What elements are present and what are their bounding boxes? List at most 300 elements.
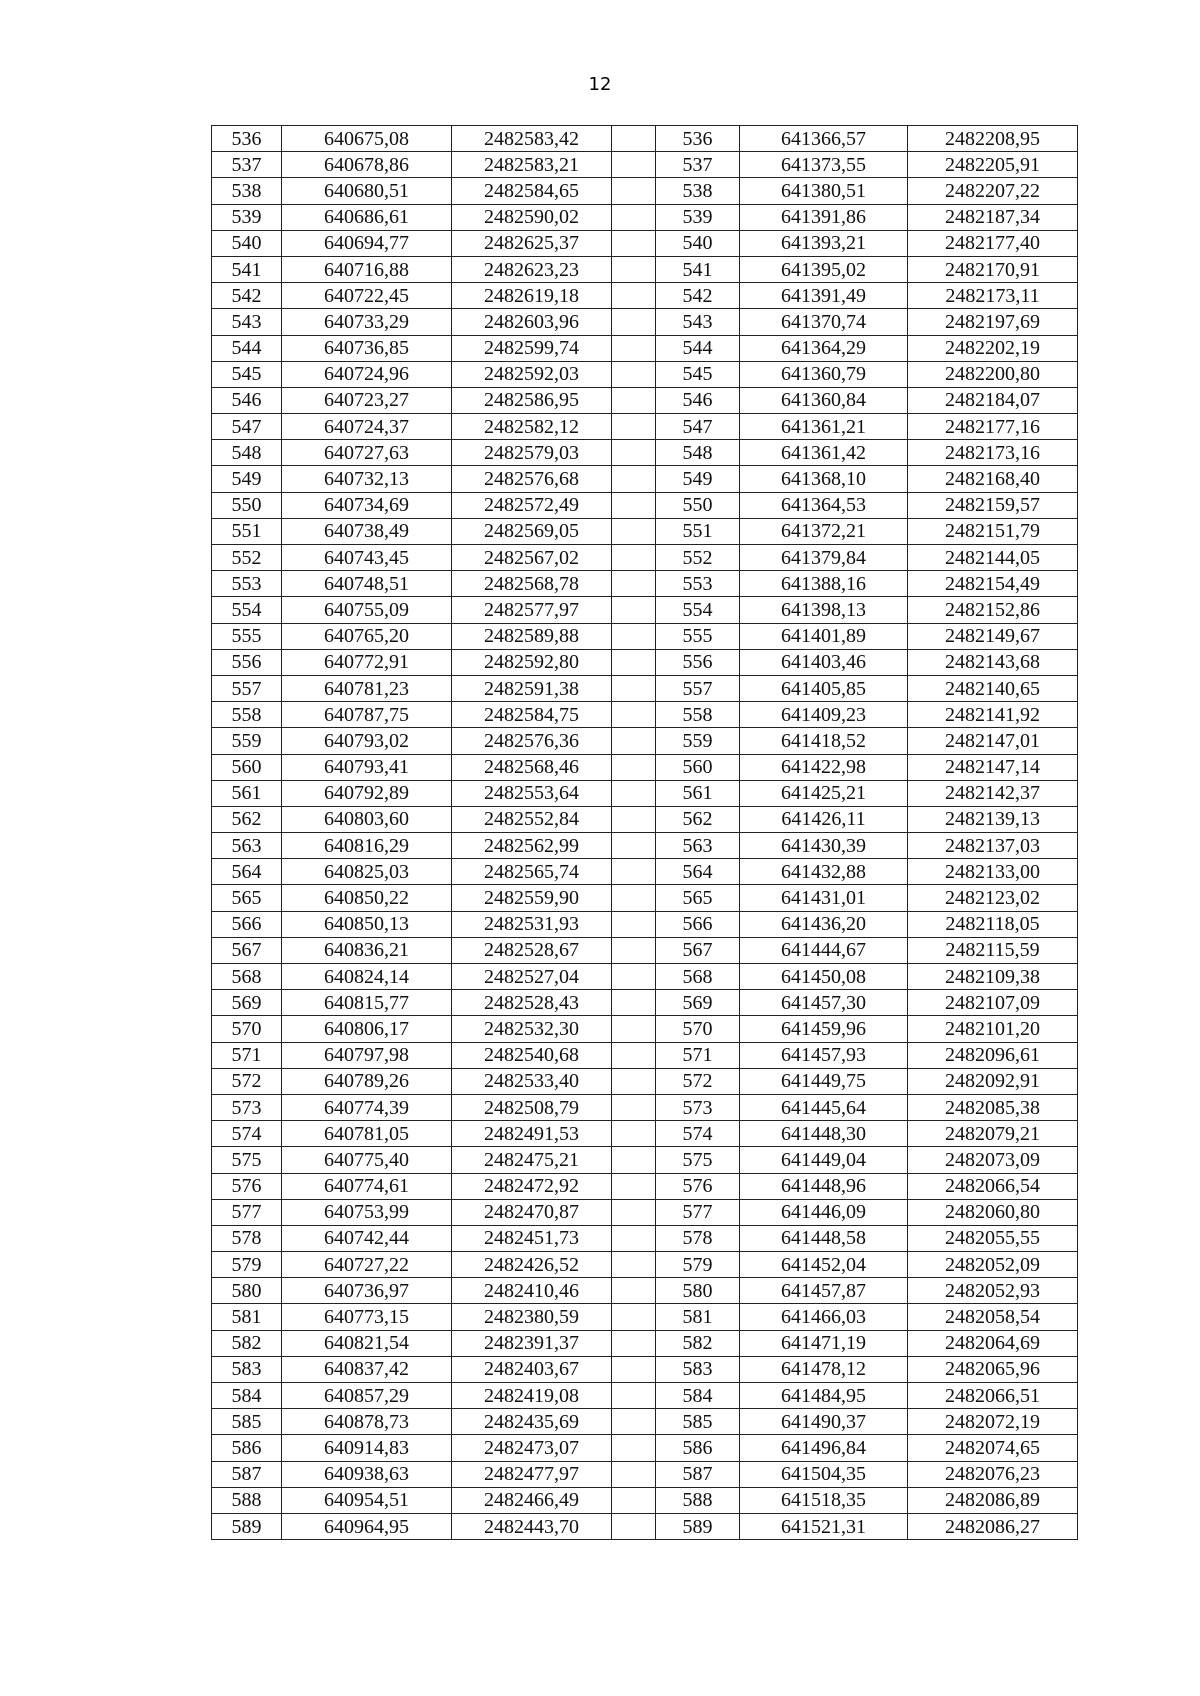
x-coordinate-left: 640806,17	[282, 1016, 452, 1042]
point-number-right: 541	[656, 256, 740, 282]
table-row	[212, 335, 1078, 361]
table-row	[212, 1330, 1078, 1356]
y-coordinate-left: 2482470,87	[452, 1199, 612, 1225]
point-number-left: 549	[212, 466, 282, 492]
y-coordinate-left: 2482508,79	[452, 1094, 612, 1120]
point-number-right: 561	[656, 780, 740, 806]
point-number-left: 579	[212, 1252, 282, 1278]
y-coordinate-left: 2482599,74	[452, 335, 612, 361]
x-coordinate-right: 641478,12	[740, 1356, 908, 1382]
column-separator	[612, 1121, 656, 1147]
point-number-left: 565	[212, 885, 282, 911]
y-coordinate-right: 2482144,05	[908, 545, 1078, 571]
table-row	[212, 1252, 1078, 1278]
x-coordinate-right: 641459,96	[740, 1016, 908, 1042]
point-number-left: 542	[212, 283, 282, 309]
x-coordinate-left: 640724,96	[282, 361, 452, 387]
x-coordinate-right: 641457,87	[740, 1278, 908, 1304]
table-row	[212, 597, 1078, 623]
point-number-right: 581	[656, 1304, 740, 1330]
y-coordinate-left: 2482472,92	[452, 1173, 612, 1199]
point-number-left: 548	[212, 440, 282, 466]
table-row	[212, 126, 1078, 152]
point-number-right: 570	[656, 1016, 740, 1042]
x-coordinate-right: 641430,39	[740, 833, 908, 859]
point-number-left: 586	[212, 1435, 282, 1461]
point-number-left: 587	[212, 1461, 282, 1487]
point-number-right: 556	[656, 649, 740, 675]
point-number-right: 572	[656, 1068, 740, 1094]
x-coordinate-left: 640914,83	[282, 1435, 452, 1461]
point-number-right: 567	[656, 937, 740, 963]
column-separator	[612, 466, 656, 492]
x-coordinate-left: 640675,08	[282, 126, 452, 152]
y-coordinate-right: 2482064,69	[908, 1330, 1078, 1356]
y-coordinate-left: 2482552,84	[452, 806, 612, 832]
x-coordinate-right: 641373,55	[740, 152, 908, 178]
table-row	[212, 675, 1078, 701]
y-coordinate-right: 2482159,57	[908, 492, 1078, 518]
y-coordinate-left: 2482533,40	[452, 1068, 612, 1094]
column-separator	[612, 1147, 656, 1173]
column-separator	[612, 1513, 656, 1539]
table-row	[212, 1094, 1078, 1120]
x-coordinate-left: 640789,26	[282, 1068, 452, 1094]
x-coordinate-right: 641403,46	[740, 649, 908, 675]
point-number-left: 589	[212, 1513, 282, 1539]
column-separator	[612, 152, 656, 178]
x-coordinate-right: 641449,04	[740, 1147, 908, 1173]
column-separator	[612, 1173, 656, 1199]
y-coordinate-left: 2482623,23	[452, 256, 612, 282]
point-number-left: 556	[212, 649, 282, 675]
y-coordinate-right: 2482187,34	[908, 204, 1078, 230]
x-coordinate-right: 641448,58	[740, 1225, 908, 1251]
x-coordinate-left: 640793,02	[282, 728, 452, 754]
x-coordinate-left: 640857,29	[282, 1383, 452, 1409]
point-number-right: 553	[656, 571, 740, 597]
point-number-left: 576	[212, 1173, 282, 1199]
table-row	[212, 623, 1078, 649]
x-coordinate-right: 641436,20	[740, 911, 908, 937]
y-coordinate-left: 2482435,69	[452, 1409, 612, 1435]
table-row	[212, 964, 1078, 990]
column-separator	[612, 937, 656, 963]
coordinates-table	[211, 125, 1078, 1540]
table-body	[212, 126, 1078, 1540]
point-number-right: 546	[656, 387, 740, 413]
y-coordinate-right: 2482052,93	[908, 1278, 1078, 1304]
y-coordinate-left: 2482576,68	[452, 466, 612, 492]
point-number-right: 549	[656, 466, 740, 492]
x-coordinate-left: 640774,39	[282, 1094, 452, 1120]
column-separator	[612, 702, 656, 728]
y-coordinate-right: 2482066,51	[908, 1383, 1078, 1409]
x-coordinate-right: 641466,03	[740, 1304, 908, 1330]
x-coordinate-right: 641368,10	[740, 466, 908, 492]
point-number-right: 578	[656, 1225, 740, 1251]
y-coordinate-right: 2482060,80	[908, 1199, 1078, 1225]
point-number-right: 587	[656, 1461, 740, 1487]
column-separator	[612, 335, 656, 361]
y-coordinate-left: 2482568,78	[452, 571, 612, 597]
column-separator	[612, 1199, 656, 1225]
point-number-right: 547	[656, 414, 740, 440]
x-coordinate-left: 640748,51	[282, 571, 452, 597]
table-row	[212, 387, 1078, 413]
x-coordinate-left: 640938,63	[282, 1461, 452, 1487]
table-row	[212, 256, 1078, 282]
point-number-left: 555	[212, 623, 282, 649]
column-separator	[612, 440, 656, 466]
point-number-left: 538	[212, 178, 282, 204]
table-row	[212, 754, 1078, 780]
x-coordinate-right: 641432,88	[740, 859, 908, 885]
x-coordinate-left: 640733,29	[282, 309, 452, 335]
x-coordinate-right: 641448,96	[740, 1173, 908, 1199]
y-coordinate-right: 2482055,55	[908, 1225, 1078, 1251]
y-coordinate-left: 2482391,37	[452, 1330, 612, 1356]
y-coordinate-left: 2482466,49	[452, 1487, 612, 1513]
point-number-left: 574	[212, 1121, 282, 1147]
point-number-left: 540	[212, 230, 282, 256]
table-row	[212, 702, 1078, 728]
x-coordinate-left: 640727,22	[282, 1252, 452, 1278]
point-number-left: 550	[212, 492, 282, 518]
point-number-left: 562	[212, 806, 282, 832]
y-coordinate-left: 2482584,75	[452, 702, 612, 728]
column-separator	[612, 545, 656, 571]
column-separator	[612, 597, 656, 623]
x-coordinate-left: 640824,14	[282, 964, 452, 990]
y-coordinate-right: 2482202,19	[908, 335, 1078, 361]
table-row	[212, 309, 1078, 335]
y-coordinate-right: 2482173,16	[908, 440, 1078, 466]
x-coordinate-left: 640787,75	[282, 702, 452, 728]
point-number-left: 567	[212, 937, 282, 963]
y-coordinate-right: 2482208,95	[908, 126, 1078, 152]
x-coordinate-right: 641450,08	[740, 964, 908, 990]
x-coordinate-right: 641372,21	[740, 518, 908, 544]
table-row	[212, 571, 1078, 597]
y-coordinate-right: 2482149,67	[908, 623, 1078, 649]
point-number-right: 538	[656, 178, 740, 204]
y-coordinate-left: 2482576,36	[452, 728, 612, 754]
y-coordinate-right: 2482147,14	[908, 754, 1078, 780]
y-coordinate-left: 2482592,03	[452, 361, 612, 387]
column-separator	[612, 1356, 656, 1382]
x-coordinate-right: 641448,30	[740, 1121, 908, 1147]
column-separator	[612, 1330, 656, 1356]
column-separator	[612, 518, 656, 544]
x-coordinate-right: 641484,95	[740, 1383, 908, 1409]
point-number-left: 581	[212, 1304, 282, 1330]
x-coordinate-left: 640821,54	[282, 1330, 452, 1356]
point-number-right: 559	[656, 728, 740, 754]
x-coordinate-left: 640686,61	[282, 204, 452, 230]
x-coordinate-left: 640837,42	[282, 1356, 452, 1382]
point-number-left: 537	[212, 152, 282, 178]
y-coordinate-left: 2482603,96	[452, 309, 612, 335]
y-coordinate-right: 2482197,69	[908, 309, 1078, 335]
point-number-right: 589	[656, 1513, 740, 1539]
table-row	[212, 937, 1078, 963]
table-row	[212, 1513, 1078, 1539]
point-number-left: 580	[212, 1278, 282, 1304]
point-number-right: 576	[656, 1173, 740, 1199]
point-number-right: 579	[656, 1252, 740, 1278]
y-coordinate-left: 2482527,04	[452, 964, 612, 990]
table-row	[212, 1068, 1078, 1094]
x-coordinate-left: 640792,89	[282, 780, 452, 806]
x-coordinate-left: 640680,51	[282, 178, 452, 204]
x-coordinate-right: 641457,93	[740, 1042, 908, 1068]
x-coordinate-left: 640727,63	[282, 440, 452, 466]
x-coordinate-right: 641380,51	[740, 178, 908, 204]
x-coordinate-left: 640774,61	[282, 1173, 452, 1199]
table-row	[212, 1409, 1078, 1435]
column-separator	[612, 571, 656, 597]
point-number-left: 559	[212, 728, 282, 754]
y-coordinate-right: 2482142,37	[908, 780, 1078, 806]
x-coordinate-left: 640723,27	[282, 387, 452, 413]
table-row	[212, 1304, 1078, 1330]
column-separator	[612, 728, 656, 754]
y-coordinate-left: 2482569,05	[452, 518, 612, 544]
table-row	[212, 990, 1078, 1016]
x-coordinate-right: 641422,98	[740, 754, 908, 780]
y-coordinate-left: 2482589,88	[452, 623, 612, 649]
x-coordinate-left: 640850,22	[282, 885, 452, 911]
x-coordinate-right: 641426,11	[740, 806, 908, 832]
point-number-right: 542	[656, 283, 740, 309]
table-row	[212, 283, 1078, 309]
x-coordinate-right: 641521,31	[740, 1513, 908, 1539]
point-number-left: 570	[212, 1016, 282, 1042]
point-number-right: 569	[656, 990, 740, 1016]
point-number-right: 557	[656, 675, 740, 701]
y-coordinate-left: 2482572,49	[452, 492, 612, 518]
x-coordinate-left: 640878,73	[282, 1409, 452, 1435]
table-row	[212, 859, 1078, 885]
column-separator	[612, 1042, 656, 1068]
point-number-left: 582	[212, 1330, 282, 1356]
x-coordinate-left: 640722,45	[282, 283, 452, 309]
x-coordinate-left: 640825,03	[282, 859, 452, 885]
column-separator	[612, 1383, 656, 1409]
x-coordinate-left: 640773,15	[282, 1304, 452, 1330]
y-coordinate-right: 2482143,68	[908, 649, 1078, 675]
y-coordinate-left: 2482625,37	[452, 230, 612, 256]
x-coordinate-right: 641445,64	[740, 1094, 908, 1120]
column-separator	[612, 990, 656, 1016]
y-coordinate-right: 2482154,49	[908, 571, 1078, 597]
page-number: 12	[588, 74, 612, 95]
y-coordinate-right: 2482052,09	[908, 1252, 1078, 1278]
column-separator	[612, 387, 656, 413]
point-number-right: 573	[656, 1094, 740, 1120]
table-row	[212, 1173, 1078, 1199]
x-coordinate-left: 640753,99	[282, 1199, 452, 1225]
column-separator	[612, 649, 656, 675]
point-number-right: 580	[656, 1278, 740, 1304]
point-number-left: 588	[212, 1487, 282, 1513]
x-coordinate-left: 640765,20	[282, 623, 452, 649]
y-coordinate-right: 2482207,22	[908, 178, 1078, 204]
x-coordinate-left: 640738,49	[282, 518, 452, 544]
y-coordinate-left: 2482562,99	[452, 833, 612, 859]
x-coordinate-right: 641366,57	[740, 126, 908, 152]
point-number-right: 582	[656, 1330, 740, 1356]
table-row	[212, 885, 1078, 911]
x-coordinate-left: 640772,91	[282, 649, 452, 675]
column-separator	[612, 623, 656, 649]
point-number-right: 552	[656, 545, 740, 571]
x-coordinate-right: 641471,19	[740, 1330, 908, 1356]
table-row	[212, 649, 1078, 675]
y-coordinate-left: 2482584,65	[452, 178, 612, 204]
point-number-right: 566	[656, 911, 740, 937]
y-coordinate-right: 2482133,00	[908, 859, 1078, 885]
table-row	[212, 545, 1078, 571]
y-coordinate-right: 2482066,54	[908, 1173, 1078, 1199]
point-number-right: 588	[656, 1487, 740, 1513]
column-separator	[612, 780, 656, 806]
y-coordinate-right: 2482140,65	[908, 675, 1078, 701]
y-coordinate-right: 2482123,02	[908, 885, 1078, 911]
point-number-left: 553	[212, 571, 282, 597]
y-coordinate-right: 2482141,92	[908, 702, 1078, 728]
x-coordinate-right: 641364,29	[740, 335, 908, 361]
y-coordinate-right: 2482096,61	[908, 1042, 1078, 1068]
x-coordinate-left: 640803,60	[282, 806, 452, 832]
point-number-right: 568	[656, 964, 740, 990]
table-row	[212, 152, 1078, 178]
y-coordinate-right: 2482200,80	[908, 361, 1078, 387]
table-row	[212, 518, 1078, 544]
y-coordinate-left: 2482528,67	[452, 937, 612, 963]
table-row	[212, 414, 1078, 440]
column-separator	[612, 1304, 656, 1330]
column-separator	[612, 1094, 656, 1120]
y-coordinate-right: 2482147,01	[908, 728, 1078, 754]
point-number-right: 554	[656, 597, 740, 623]
point-number-right: 571	[656, 1042, 740, 1068]
x-coordinate-left: 640678,86	[282, 152, 452, 178]
x-coordinate-left: 640954,51	[282, 1487, 452, 1513]
y-coordinate-left: 2482568,46	[452, 754, 612, 780]
y-coordinate-left: 2482583,21	[452, 152, 612, 178]
point-number-left: 547	[212, 414, 282, 440]
x-coordinate-left: 640816,29	[282, 833, 452, 859]
table-row	[212, 178, 1078, 204]
x-coordinate-left: 640836,21	[282, 937, 452, 963]
x-coordinate-right: 641364,53	[740, 492, 908, 518]
point-number-left: 566	[212, 911, 282, 937]
y-coordinate-left: 2482559,90	[452, 885, 612, 911]
y-coordinate-right: 2482170,91	[908, 256, 1078, 282]
y-coordinate-left: 2482491,53	[452, 1121, 612, 1147]
column-separator	[612, 1252, 656, 1278]
table-row	[212, 1435, 1078, 1461]
x-coordinate-right: 641452,04	[740, 1252, 908, 1278]
x-coordinate-right: 641431,01	[740, 885, 908, 911]
point-number-right: 537	[656, 152, 740, 178]
point-number-right: 558	[656, 702, 740, 728]
table-row	[212, 1487, 1078, 1513]
y-coordinate-left: 2482579,03	[452, 440, 612, 466]
y-coordinate-right: 2482151,79	[908, 518, 1078, 544]
point-number-left: 585	[212, 1409, 282, 1435]
table-row	[212, 230, 1078, 256]
point-number-right: 544	[656, 335, 740, 361]
point-number-left: 569	[212, 990, 282, 1016]
x-coordinate-right: 641398,13	[740, 597, 908, 623]
column-separator	[612, 1225, 656, 1251]
x-coordinate-left: 640755,09	[282, 597, 452, 623]
x-coordinate-right: 641418,52	[740, 728, 908, 754]
y-coordinate-left: 2482553,64	[452, 780, 612, 806]
table-row	[212, 1147, 1078, 1173]
point-number-right: 563	[656, 833, 740, 859]
column-separator	[612, 1435, 656, 1461]
point-number-left: 584	[212, 1383, 282, 1409]
column-separator	[612, 1068, 656, 1094]
x-coordinate-left: 640732,13	[282, 466, 452, 492]
x-coordinate-right: 641457,30	[740, 990, 908, 1016]
x-coordinate-right: 641360,79	[740, 361, 908, 387]
y-coordinate-right: 2482085,38	[908, 1094, 1078, 1120]
y-coordinate-right: 2482074,65	[908, 1435, 1078, 1461]
table-row	[212, 1016, 1078, 1042]
x-coordinate-left: 640775,40	[282, 1147, 452, 1173]
column-separator	[612, 361, 656, 387]
table-row	[212, 728, 1078, 754]
point-number-right: 564	[656, 859, 740, 885]
point-number-right: 584	[656, 1383, 740, 1409]
y-coordinate-left: 2482540,68	[452, 1042, 612, 1068]
x-coordinate-right: 641379,84	[740, 545, 908, 571]
x-coordinate-left: 640734,69	[282, 492, 452, 518]
y-coordinate-left: 2482531,93	[452, 911, 612, 937]
table-row	[212, 780, 1078, 806]
y-coordinate-right: 2482073,09	[908, 1147, 1078, 1173]
column-separator	[612, 1487, 656, 1513]
table-row	[212, 1461, 1078, 1487]
x-coordinate-right: 641361,42	[740, 440, 908, 466]
y-coordinate-right: 2482065,96	[908, 1356, 1078, 1382]
table-row	[212, 833, 1078, 859]
x-coordinate-right: 641388,16	[740, 571, 908, 597]
x-coordinate-left: 640724,37	[282, 414, 452, 440]
y-coordinate-left: 2482426,52	[452, 1252, 612, 1278]
point-number-right: 565	[656, 885, 740, 911]
column-separator	[612, 283, 656, 309]
table-row	[212, 1225, 1078, 1251]
x-coordinate-left: 640964,95	[282, 1513, 452, 1539]
y-coordinate-right: 2482076,23	[908, 1461, 1078, 1487]
y-coordinate-left: 2482380,59	[452, 1304, 612, 1330]
table-row	[212, 1278, 1078, 1304]
table-row	[212, 466, 1078, 492]
point-number-right: 543	[656, 309, 740, 335]
x-coordinate-right: 641504,35	[740, 1461, 908, 1487]
table-row	[212, 1121, 1078, 1147]
y-coordinate-right: 2482058,54	[908, 1304, 1078, 1330]
point-number-right: 545	[656, 361, 740, 387]
x-coordinate-right: 641518,35	[740, 1487, 908, 1513]
column-separator	[612, 885, 656, 911]
